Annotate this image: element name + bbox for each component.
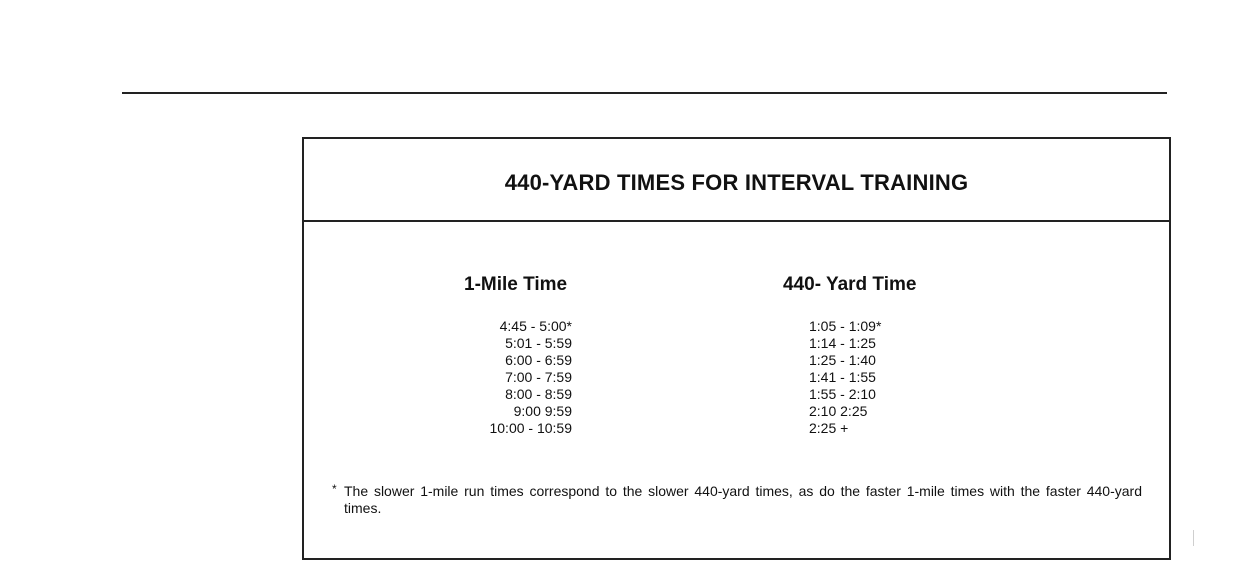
table-cell: 8:00 - 8:59	[505, 386, 572, 402]
column-header-one-mile: 1-Mile Time	[464, 274, 568, 295]
scan-artifact-line	[1193, 530, 1194, 546]
table-cell: 7:00 - 7:59	[505, 369, 572, 385]
table-cell: 10:00 - 10:59	[489, 420, 572, 436]
table-cell: 5:01 - 5:59	[505, 335, 572, 351]
table-cell: 6:00 - 6:59	[505, 352, 572, 368]
interval-training-table	[302, 137, 1171, 560]
table-cell: 1:25 - 1:40	[809, 352, 876, 368]
column-one-mile-time	[464, 274, 572, 437]
table-cell: 2:10 2:25	[809, 403, 868, 419]
column-440-yard-time	[783, 274, 916, 437]
table-cell: 1:41 - 1:55	[809, 369, 876, 385]
table-cell: 4:45 - 5:00*	[499, 318, 572, 334]
footnote	[332, 483, 1142, 517]
top-rule	[122, 92, 1167, 94]
table-cell: 2:25 +	[809, 420, 849, 436]
table-cell: 9:00 9:59	[513, 403, 572, 419]
table-title-bar	[304, 139, 1169, 222]
footnote-asterisk: *	[332, 482, 337, 496]
column-header-440-yard: 440- Yard Time	[783, 274, 917, 295]
one-mile-times-list	[464, 318, 572, 437]
footnote-text: The slower 1-mile run times correspond to the slower 440-yard times, as do the faster 1-mile times with the faster 440-yard times.	[344, 483, 1142, 516]
table-title: 440-YARD TIMES FOR INTERVAL TRAINING	[504, 170, 969, 195]
table-cell: 1:14 - 1:25	[809, 335, 876, 351]
440-yard-times-list	[809, 318, 916, 437]
table-cell: 1:05 - 1:09*	[809, 318, 882, 334]
table-cell: 1:55 - 2:10	[809, 386, 876, 402]
